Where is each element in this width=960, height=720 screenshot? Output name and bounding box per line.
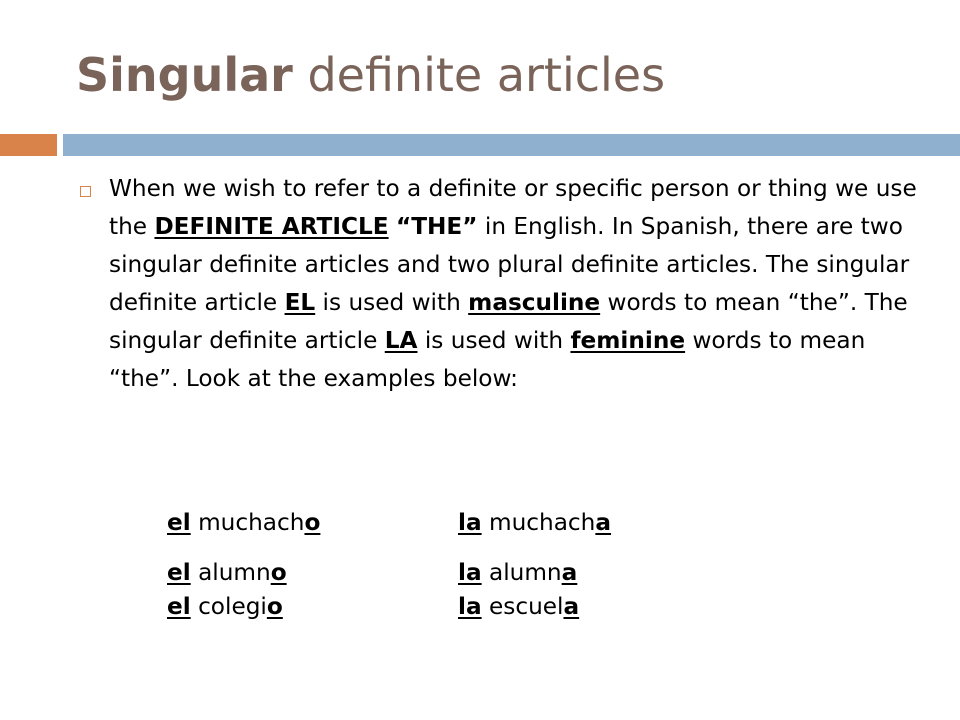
- keyword-the: “THE”: [395, 213, 478, 240]
- keyword-la: LA: [384, 327, 418, 354]
- example-article: la: [458, 509, 482, 536]
- paragraph-text: words to mean “the”. Look at the examples below:: [109, 327, 866, 392]
- keyword-definite-article: DEFINITE ARTICLE: [154, 213, 389, 240]
- example-feminine-1: [458, 508, 611, 538]
- example-ending: a: [563, 593, 580, 620]
- example-masculine-2: [167, 558, 287, 588]
- paragraph-text: is used with: [417, 327, 571, 354]
- slide-title-bold: Singular: [76, 48, 293, 102]
- example-ending: o: [304, 509, 321, 536]
- paragraph-text: When we wish to refer to a definite or specific person or thing we use the: [109, 175, 917, 240]
- paragraph-text: words to mean “the”. The singular definite article: [109, 289, 908, 354]
- keyword-el: EL: [284, 289, 316, 316]
- paragraph-text: in English. In Spanish, there are two singular definite articles and two plural definite articles. The singular definite article: [109, 213, 910, 316]
- example-article: el: [167, 559, 191, 586]
- example-masculine-1: [167, 508, 320, 538]
- bullet-paragraph: [109, 170, 921, 398]
- orange-accent-bar: [0, 134, 57, 156]
- hollow-square-bullet-icon: [80, 186, 91, 197]
- example-article: el: [167, 593, 191, 620]
- example-stem: muchach: [198, 509, 305, 536]
- example-ending: a: [595, 509, 612, 536]
- example-stem: alumn: [488, 559, 562, 586]
- example-feminine-3: [458, 592, 579, 622]
- slide-title-rest: definite articles: [292, 48, 666, 102]
- example-stem: escuel: [488, 593, 564, 620]
- example-ending: a: [561, 559, 578, 586]
- example-article: la: [458, 559, 482, 586]
- paragraph-text: [389, 213, 396, 240]
- keyword-feminine: feminine: [570, 327, 686, 354]
- example-masculine-3: [167, 592, 283, 622]
- blue-title-rule: [63, 134, 960, 156]
- example-ending: o: [266, 593, 283, 620]
- example-stem: muchach: [488, 509, 596, 536]
- example-stem: colegi: [198, 593, 267, 620]
- slide-title: [76, 48, 665, 103]
- example-feminine-2: [458, 558, 577, 588]
- keyword-masculine: masculine: [468, 289, 601, 316]
- example-ending: o: [270, 559, 287, 586]
- paragraph-text: is used with: [315, 289, 469, 316]
- example-article: la: [458, 593, 482, 620]
- example-stem: alumn: [198, 559, 271, 586]
- example-article: el: [167, 509, 191, 536]
